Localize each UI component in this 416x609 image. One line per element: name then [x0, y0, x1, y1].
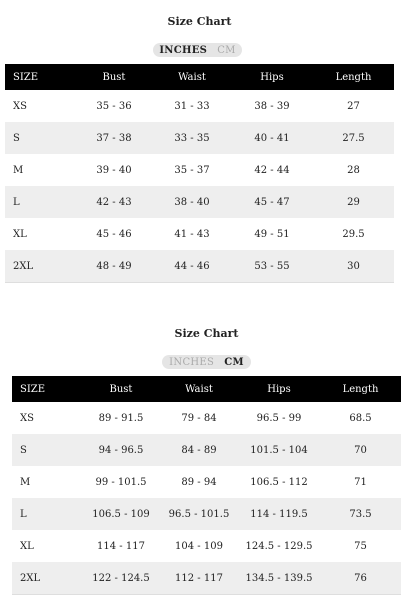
header-size: SIZE — [13, 71, 39, 83]
unit-option-cm[interactable]: CM — [224, 356, 244, 368]
header-waist: Waist — [185, 383, 213, 395]
hips-cell: 134.5 - 139.5 — [238, 562, 320, 595]
table-row — [5, 218, 394, 250]
bust-cell: 114 - 117 — [97, 540, 145, 552]
header-length: Length — [335, 71, 372, 83]
waist-cell: 89 - 94 — [181, 476, 217, 488]
header-bust: Bust — [109, 383, 133, 395]
bust-cell: 48 - 49 — [75, 250, 153, 283]
length-cell: 73.5 — [349, 508, 372, 520]
table-row — [5, 186, 394, 218]
length-cell: 28 — [347, 164, 360, 176]
header-bust: Bust — [102, 71, 126, 83]
waist-cell: 79 - 84 — [181, 412, 217, 424]
table-row — [5, 90, 394, 122]
length-cell: 27.5 — [342, 132, 365, 144]
table-row — [12, 402, 401, 434]
table-row — [5, 250, 394, 283]
waist-cell: 104 - 109 — [175, 540, 223, 552]
bust-cell: 35 - 36 — [96, 100, 132, 112]
waist-cell: 33 - 35 — [174, 132, 210, 144]
size-cell: L — [13, 196, 20, 208]
waist-cell: 31 - 33 — [174, 100, 210, 112]
unit-option-inches[interactable]: INCHES — [169, 356, 215, 368]
size-chart-cm — [12, 313, 401, 595]
waist-cell: 35 - 37 — [174, 164, 210, 176]
bust-cell: 94 - 96.5 — [98, 444, 144, 456]
hips-cell: 40 - 41 — [254, 132, 290, 144]
size-table — [12, 376, 401, 595]
bust-cell: 39 - 40 — [96, 164, 132, 176]
bust-cell: 106.5 - 109 — [92, 508, 150, 520]
size-chart-title: Size Chart — [174, 327, 239, 340]
hips-cell: 114 - 119.5 — [250, 508, 308, 520]
table-row — [12, 434, 401, 466]
hips-cell: 101.5 - 104 — [250, 444, 308, 456]
hips-cell: 49 - 51 — [254, 228, 290, 240]
hips-cell: 53 - 55 — [231, 250, 313, 283]
bust-cell: 42 - 43 — [96, 196, 132, 208]
size-cell: XS — [20, 412, 34, 424]
hips-cell: 124.5 - 129.5 — [245, 540, 313, 552]
unit-toggle[interactable] — [162, 355, 251, 369]
table-row — [5, 122, 394, 154]
length-cell: 27 — [347, 100, 360, 112]
table-row — [12, 530, 401, 562]
header-waist: Waist — [178, 71, 206, 83]
size-chart-title: Size Chart — [167, 15, 232, 28]
table-row — [12, 562, 401, 595]
size-cell: M — [13, 164, 24, 176]
length-cell: 29.5 — [342, 228, 365, 240]
waist-cell: 96.5 - 101.5 — [168, 508, 230, 520]
header-hips: Hips — [267, 383, 291, 395]
length-cell: 71 — [354, 476, 367, 488]
table-row — [5, 154, 394, 186]
hips-cell: 45 - 47 — [254, 196, 290, 208]
waist-cell: 112 - 117 — [160, 562, 238, 595]
table-row — [12, 466, 401, 498]
unit-option-inches[interactable]: INCHES — [159, 44, 208, 56]
header-hips: Hips — [260, 71, 284, 83]
size-cell: 2XL — [12, 562, 82, 595]
waist-cell: 84 - 89 — [181, 444, 217, 456]
size-cell: XL — [13, 228, 27, 240]
table-header-row — [5, 64, 394, 90]
length-cell: 70 — [354, 444, 367, 456]
hips-cell: 42 - 44 — [254, 164, 290, 176]
waist-cell: 41 - 43 — [174, 228, 210, 240]
unit-toggle[interactable] — [153, 43, 242, 57]
bust-cell: 122 - 124.5 — [82, 562, 160, 595]
size-cell: 2XL — [5, 250, 75, 283]
size-cell: M — [20, 476, 31, 488]
hips-cell: 38 - 39 — [254, 100, 290, 112]
waist-cell: 38 - 40 — [174, 196, 210, 208]
length-cell: 75 — [354, 540, 367, 552]
length-cell: 29 — [347, 196, 360, 208]
size-cell: XS — [13, 100, 27, 112]
table-row — [12, 498, 401, 530]
header-size: SIZE — [20, 383, 46, 395]
length-cell: 30 — [313, 250, 394, 283]
bust-cell: 99 - 101.5 — [95, 476, 147, 488]
size-cell: S — [13, 132, 20, 144]
size-cell: XL — [20, 540, 34, 552]
size-table — [5, 64, 394, 283]
unit-option-cm[interactable]: CM — [217, 44, 236, 56]
size-chart-inches — [5, 0, 394, 283]
header-length: Length — [342, 383, 379, 395]
bust-cell: 37 - 38 — [96, 132, 132, 144]
length-cell: 76 — [320, 562, 401, 595]
waist-cell: 44 - 46 — [153, 250, 231, 283]
size-cell: L — [20, 508, 27, 520]
hips-cell: 96.5 - 99 — [256, 412, 302, 424]
table-header-row — [12, 376, 401, 402]
size-cell: S — [20, 444, 27, 456]
bust-cell: 45 - 46 — [96, 228, 132, 240]
bust-cell: 89 - 91.5 — [98, 412, 144, 424]
length-cell: 68.5 — [349, 412, 372, 424]
hips-cell: 106.5 - 112 — [250, 476, 308, 488]
